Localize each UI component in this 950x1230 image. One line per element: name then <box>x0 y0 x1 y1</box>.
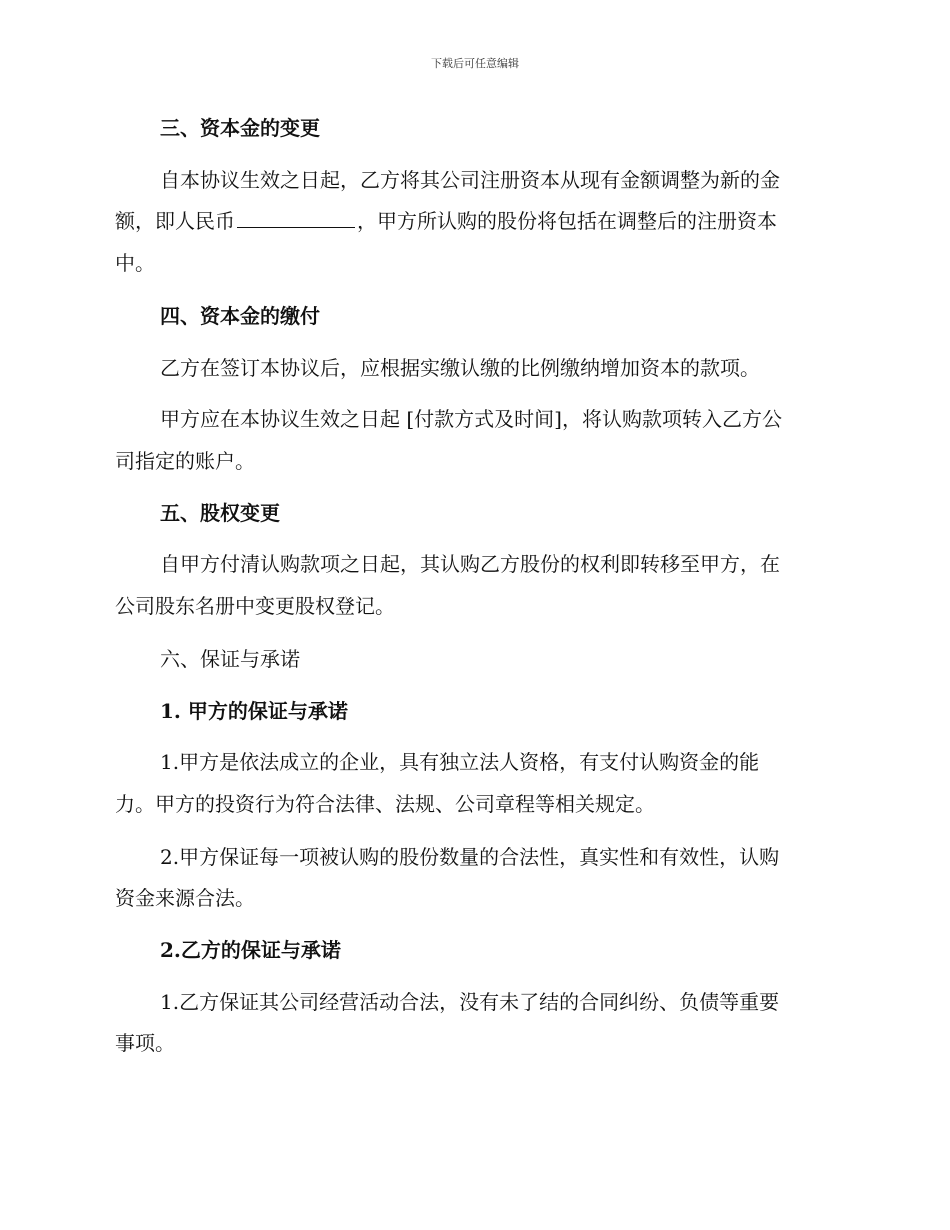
section-3-title: 三、资本金的变更 <box>160 116 320 140</box>
section-4-paragraph-1: 乙方在签订本协议后，应根据实缴认缴的比例缴纳增加资本的款项。 <box>160 356 760 380</box>
section-6-1-paragraph-1-line-1: 1.甲方是依法成立的企业，具有独立法人资格，有支付认购资金的能 <box>160 750 760 774</box>
section-6-1-paragraph-2-line-2: 资金来源合法。 <box>115 886 255 910</box>
amount-blank-field <box>237 209 355 228</box>
section-3-paragraph-line-1: 自本协议生效之日起，乙方将其公司注册资本从现有金额调整为新的金 <box>160 168 780 192</box>
section-5-paragraph-line-2: 公司股东名册中变更股权登记。 <box>115 594 395 618</box>
section-6-2-paragraph-1-line-1: 1.乙方保证其公司经营活动合法，没有未了结的合同纠纷、负债等重要 <box>160 990 780 1014</box>
section-4-title: 四、资本金的缴付 <box>160 304 320 328</box>
section-4-paragraph-2-line-2: 司指定的账户。 <box>115 449 255 473</box>
page-header: 下载后可任意编辑 <box>431 57 519 70</box>
section-6-title: 六、保证与承诺 <box>160 647 300 671</box>
section-6-1-paragraph-2-line-1: 2.甲方保证每一项被认购的股份数量的合法性，真实性和有效性，认购 <box>160 845 780 869</box>
section-3-paragraph-line-3: 中。 <box>115 251 155 275</box>
section-4-paragraph-2-line-1: 甲方应在本协议生效之日起 [付款方式及时间]，将认购款项转入乙方公 <box>160 407 782 431</box>
section-6-1-paragraph-1-line-2: 力。甲方的投资行为符合法律、法规、公司章程等相关规定。 <box>115 792 655 816</box>
section-5-paragraph-line-1: 自甲方付清认购款项之日起，其认购乙方股份的权利即转移至甲方，在 <box>160 552 780 576</box>
section-6-2-paragraph-1-line-2: 事项。 <box>115 1031 175 1055</box>
amount-suffix: ，甲方所认购的股份将包括在调整后的注册资本 <box>357 209 777 233</box>
amount-prefix: 额，即人民币 <box>115 209 235 233</box>
section-3-paragraph-line-2 <box>115 207 828 235</box>
section-5-title: 五、股权变更 <box>160 501 280 525</box>
section-6-2-title: 2.乙方的保证与承诺 <box>160 938 341 962</box>
section-6-1-title: 1. 甲方的保证与承诺 <box>160 699 348 723</box>
